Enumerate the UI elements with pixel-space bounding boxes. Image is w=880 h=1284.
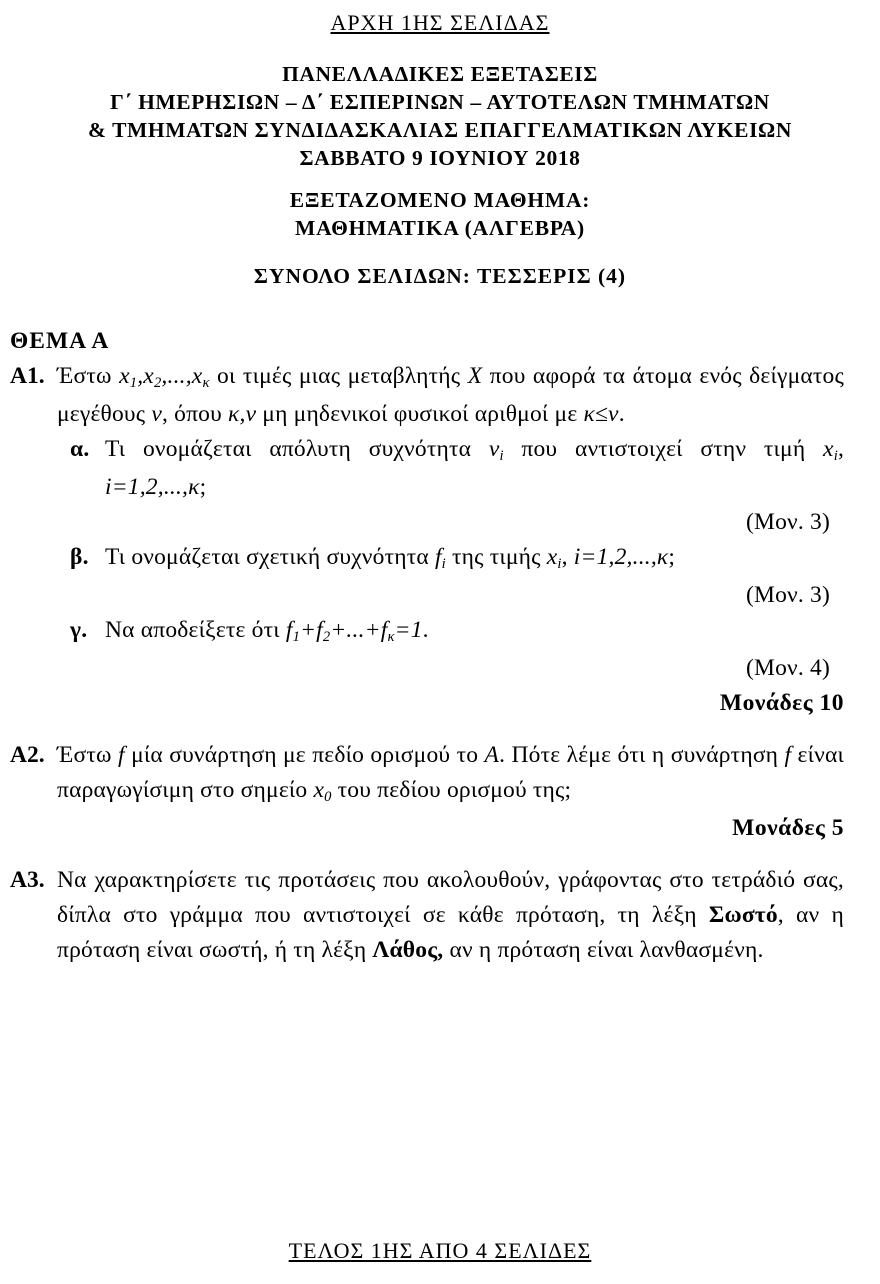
title-line-date: ΣΑΒΒΑΤΟ 9 ΙΟΥΝΙΟΥ 2018 bbox=[299, 146, 581, 170]
question-a3 bbox=[10, 863, 844, 968]
page-header bbox=[0, 0, 880, 36]
page-footer bbox=[0, 1238, 880, 1264]
pages-total-line: ΣΥΝΟΛΟ ΣΕΛΙΔΩΝ: ΤΕΣΣΕΡΙΣ (4) bbox=[253, 264, 627, 288]
question-a1-item-gamma-label: γ. bbox=[70, 617, 88, 643]
page-footer-label: ΤΕΛΟΣ 1ΗΣ ΑΠΟ 4 ΣΕΛΙΔΕΣ bbox=[288, 1238, 592, 1263]
question-a1-item-alpha-label: α. bbox=[70, 436, 90, 462]
question-a1-item-beta bbox=[10, 540, 844, 578]
marks-a1-beta: (Μον. 3) bbox=[745, 582, 830, 608]
marks-a1-alpha: (Μον. 3) bbox=[745, 509, 830, 535]
question-a1-item-beta-label: β. bbox=[70, 544, 89, 570]
marks-a1-gamma: (Μον. 4) bbox=[745, 655, 830, 681]
question-a2-label: Α2. bbox=[10, 742, 45, 768]
question-a1-item-alpha bbox=[10, 432, 844, 505]
total-marks-a1: Μονάδες 10 bbox=[719, 690, 844, 716]
page-header-label: ΑΡΧΗ 1ΗΣ ΣΕΛΙΔΑΣ bbox=[330, 10, 550, 35]
title-block bbox=[0, 60, 880, 172]
theme-a-heading: ΘΕΜΑ Α bbox=[10, 328, 110, 354]
subject-block bbox=[0, 186, 880, 242]
subject-name: ΜΑΘΗΜΑΤΙΚΑ (ΑΛΓΕΒΡΑ) bbox=[294, 216, 585, 240]
total-marks-a2: Μονάδες 5 bbox=[732, 815, 844, 841]
title-line-categories: Γ΄ ΗΜΕΡΗΣΙΩΝ – Δ΄ ΕΣΠΕΡΙΝΩΝ – ΑΥΤΟΤΕΛΩΝ ΤΜΗΜΑΤΩΝ bbox=[110, 90, 770, 114]
question-a1-item-gamma bbox=[10, 613, 844, 651]
title-line-departments: & ΤΜΗΜΑΤΩΝ ΣΥΝΔΙΔΑΣΚΑΛΙΑΣ ΕΠΑΓΓΕΛΜΑΤΙΚΩΝ ΛΥΚΕΙΩΝ bbox=[87, 118, 792, 142]
question-a3-text: Να χαρακτηρίσετε τις προτάσεις που ακολουθούν, γράφοντας στο τετράδιό σας, δίπλα στο γράμμα που αντιστοιχεί σε κάθε πρόταση, τη λέξη Σωστό, αν η πρόταση είναι σωστή, ή τη λέξη Λάθος, αν η πρόταση είναι λανθασμένη. bbox=[57, 867, 844, 963]
subject-label: ΕΞΕΤΑΖΟΜΕΝΟ ΜΑΘΗΜΑ: bbox=[289, 188, 591, 212]
question-a1-item-beta-text: Τι ονομάζεται σχετική συχνότητα $f_i$ της τιμής $x_i$, i=1,2,...,κ; bbox=[105, 544, 676, 573]
question-a2-text: Έστω f μία συνάρτηση με πεδίο ορισμού το A. Πότε λέμε ότι η συνάρτηση f είναι παραγωγίσιμη στο σημείο $x_0$ του πεδίου ορισμού της; bbox=[57, 742, 845, 806]
exam-body bbox=[0, 324, 880, 968]
title-line-exams: ΠΑΝΕΛΛΑΔΙΚΕΣ ΕΞΕΤΑΣΕΙΣ bbox=[282, 62, 598, 86]
question-a3-label: Α3. bbox=[10, 867, 45, 893]
question-a1 bbox=[10, 359, 844, 432]
question-a1-text: Έστω $x_1,x_2,...,x_\kappa$ οι τιμές μιας μεταβλητής X που αφορά τα άτομα ενός δείγματος μεγέθους ν, όπου κ,ν μη μηδενικοί φυσικοί αριθμοί με κ≤ν. bbox=[57, 363, 844, 427]
question-a1-item-alpha-text: Τι ονομάζεται απόλυτη συχνότητα $\nu_i$ που αντιστοιχεί στην τιμή $x_i$, i=1,2,...,κ; bbox=[105, 436, 845, 500]
question-a1-label: Α1. bbox=[10, 363, 45, 389]
question-a1-item-gamma-text: Να αποδείξετε ότι $f_1+f_2+...+f_\kappa=1$. bbox=[105, 617, 429, 646]
question-a2 bbox=[10, 738, 844, 811]
